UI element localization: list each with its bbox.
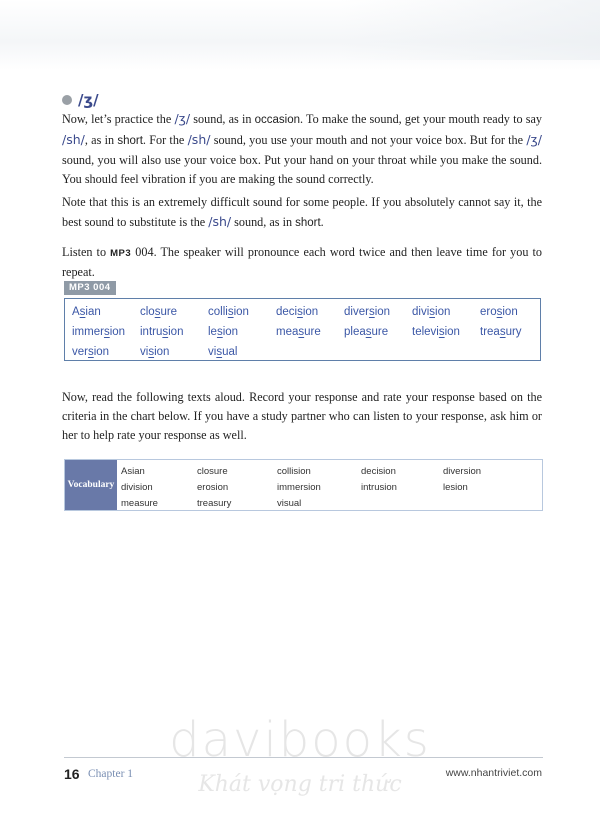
text: sound, as in bbox=[190, 112, 255, 126]
text: Listen to bbox=[62, 245, 111, 259]
section-heading bbox=[62, 89, 99, 111]
vocabulary-word: visual bbox=[277, 498, 302, 509]
vocabulary-word: collision bbox=[277, 466, 311, 477]
practice-word: measure bbox=[276, 326, 321, 338]
text: . bbox=[320, 215, 324, 229]
vocabulary-word: treasury bbox=[197, 498, 232, 509]
vocabulary-box bbox=[64, 459, 543, 511]
practice-word: diversion bbox=[344, 306, 391, 318]
practice-word: treasury bbox=[480, 326, 522, 338]
vocabulary-word: measure bbox=[121, 498, 158, 509]
footer-divider bbox=[64, 757, 543, 758]
text: sound, you use your mouth and not your voice box. But for the bbox=[210, 133, 527, 147]
mp3-label: MP3 bbox=[110, 248, 132, 259]
paragraph-instructions bbox=[62, 109, 542, 189]
vocabulary-label: Vocabulary bbox=[65, 460, 117, 510]
paragraph-substitute-note bbox=[62, 193, 542, 233]
practice-word: version bbox=[72, 346, 110, 358]
vocabulary-word: diversion bbox=[443, 466, 482, 477]
practice-word-grid bbox=[64, 298, 541, 361]
text: . For the bbox=[142, 133, 188, 147]
vocabulary-word: lesion bbox=[443, 482, 468, 493]
practice-word: immersion bbox=[72, 326, 126, 338]
practice-word: intrusion bbox=[140, 326, 184, 338]
text: Note that this is an extremely difficult sound for some people. If you absolutely cannot say it, the best sound to substitute is the bbox=[62, 195, 542, 229]
bullet-icon bbox=[62, 95, 72, 105]
paragraph-read-aloud: Now, read the following texts aloud. Record your response and rate your response based on the criteria in the chart below. If you have a study partner who can listen to your response, ask him or her to help rate your response as well. bbox=[62, 390, 542, 442]
example-word: occasion bbox=[254, 114, 301, 126]
page-number: 16 bbox=[64, 766, 80, 782]
vocabulary-word: erosion bbox=[197, 482, 229, 493]
vocabulary-word: closure bbox=[197, 466, 228, 477]
mp3-track-tag: MP3 004 bbox=[64, 281, 116, 295]
practice-word: lesion bbox=[208, 326, 239, 338]
website-link[interactable]: www.nhantriviet.com bbox=[445, 767, 542, 779]
vocabulary-word: decision bbox=[361, 466, 396, 477]
ipa-inline: /ʒ/ bbox=[174, 111, 191, 126]
text: Now, let’s practice the bbox=[62, 112, 175, 126]
watermark-tagline: Khát vọng tri thức bbox=[198, 772, 402, 797]
header-band bbox=[0, 0, 600, 70]
practice-word: erosion bbox=[480, 306, 518, 318]
vocabulary-word: Asian bbox=[121, 466, 145, 477]
ipa-symbol: /ʒ/ bbox=[78, 91, 99, 109]
text: sound, you will also use your voice box. Put your hand on your throat while you make the sound. You should feel vibration if you are making the sound correctly. bbox=[62, 153, 542, 186]
text: , as in bbox=[84, 133, 118, 147]
ipa-inline: /sh/ bbox=[208, 214, 232, 229]
example-word: short bbox=[117, 135, 143, 147]
text: 004. The speaker will pronounce each word twice and then leave time for you to repeat. bbox=[62, 245, 542, 279]
text: . To make the sound, get your mouth ready to say bbox=[300, 112, 542, 126]
ipa-inline: /sh/ bbox=[62, 132, 85, 147]
vocabulary-word: intrusion bbox=[361, 482, 397, 493]
practice-word: Asian bbox=[72, 306, 101, 318]
paragraph-listen bbox=[62, 243, 542, 282]
practice-word: collision bbox=[208, 306, 249, 318]
practice-word: decision bbox=[276, 306, 319, 318]
example-word: short bbox=[295, 217, 321, 229]
practice-word: division bbox=[412, 306, 451, 318]
ipa-inline: /ʒ/ bbox=[526, 132, 542, 147]
practice-word: television bbox=[412, 326, 460, 338]
vocabulary-word: division bbox=[121, 482, 153, 493]
watermark-logo: davibooks bbox=[169, 712, 431, 768]
ipa-inline: /sh/ bbox=[187, 132, 211, 147]
practice-word: pleasure bbox=[344, 326, 389, 338]
practice-word: closure bbox=[140, 306, 178, 318]
practice-word: visual bbox=[208, 346, 238, 358]
vocabulary-word: immersion bbox=[277, 482, 321, 493]
practice-word: vision bbox=[140, 346, 170, 358]
text: sound, as in bbox=[231, 215, 296, 229]
chapter-label: Chapter 1 bbox=[88, 768, 134, 780]
